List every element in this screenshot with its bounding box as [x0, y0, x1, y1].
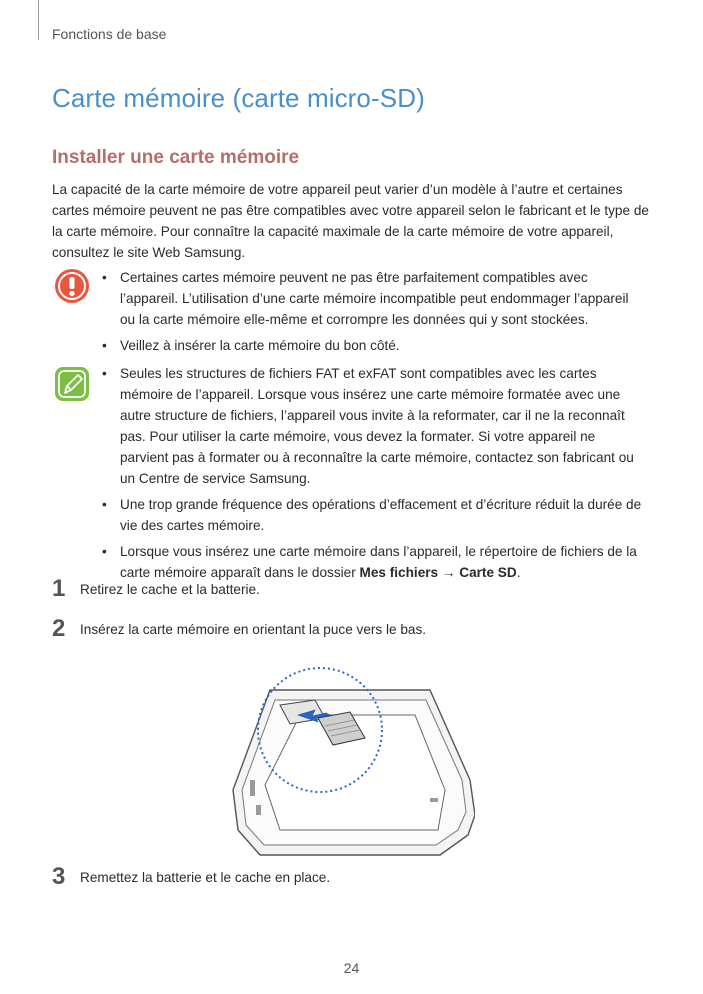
step-text: Retirez le cache et la batterie.	[80, 582, 260, 597]
step-number: 1	[52, 575, 66, 602]
bullet-icon: •	[102, 338, 107, 353]
warning-icon	[54, 268, 90, 304]
folder-name: Mes fichiers	[359, 565, 439, 580]
info-notes	[102, 363, 647, 588]
page-number: 24	[343, 960, 360, 976]
header-divider	[38, 0, 39, 40]
step-number: 3	[52, 863, 66, 890]
bullet-icon: •	[102, 544, 107, 559]
sd-card-insertion-illustration	[230, 660, 475, 870]
note-pencil-icon	[54, 366, 90, 402]
section-header: Fonctions de base	[52, 26, 167, 42]
step-text: Insérez la carte mémoire en orientant la puce vers le bas.	[80, 622, 427, 637]
warning-note-item: • Veillez à insérer la carte mémoire du bon côté.	[102, 335, 647, 356]
step-number: 2	[52, 615, 66, 642]
info-note-item: • Lorsque vous insérez une carte mémoire dans l’appareil, le répertoire de fichiers de la carte mémoire apparaît dans le dossier Mes fichiers → Carte SD.	[102, 541, 647, 583]
warning-note-item: • Certaines cartes mémoire peuvent ne pas être parfaitement compatibles avec l’appareil. L’utilisation d’une carte mémoire incompatible peut endommager l’appareil ou la carte mémoire elle-même et corrompre les données qui y sont stockées.	[102, 267, 647, 330]
info-note-item: • Seules les structures de fichiers FAT et exFAT sont compatibles avec les cartes mémoire de l’appareil. Lorsque vous insérez une carte mémoire formatée avec une autre structure de fichiers, l’appareil vous invite à la reformater, car il ne la reconnaît pas. Pour utiliser la carte mémoire, vous devez la formater. Si votre appareil ne parvient pas à formater ou à reconnaître la carte mémoire, contactez son fabricant ou un Centre de service Samsung.	[102, 363, 647, 489]
warning-notes	[102, 267, 647, 361]
section-subtitle: Installer une carte mémoire	[52, 147, 300, 168]
bullet-icon: •	[102, 270, 107, 285]
target-folder: Carte SD	[459, 565, 517, 580]
page-title: Carte mémoire (carte micro-SD)	[52, 83, 425, 113]
intro-paragraph: La capacité de la carte mémoire de votre appareil peut varier d’un modèle à l’autre et certaines cartes mémoire peuvent ne pas être compatibles avec votre appareil selon le fabricant et le type de la carte mémoire. Pour connaître la capacité maximale de la carte mémoire de votre appareil, consultez le site Web Samsung.	[52, 182, 649, 260]
bullet-icon: •	[102, 366, 107, 381]
info-note-item: • Une trop grande fréquence des opérations d’effacement et d’écriture réduit la durée de vie des cartes mémoire.	[102, 494, 647, 536]
step-text: Remettez la batterie et le cache en place.	[80, 870, 331, 885]
bullet-icon: •	[102, 497, 107, 512]
